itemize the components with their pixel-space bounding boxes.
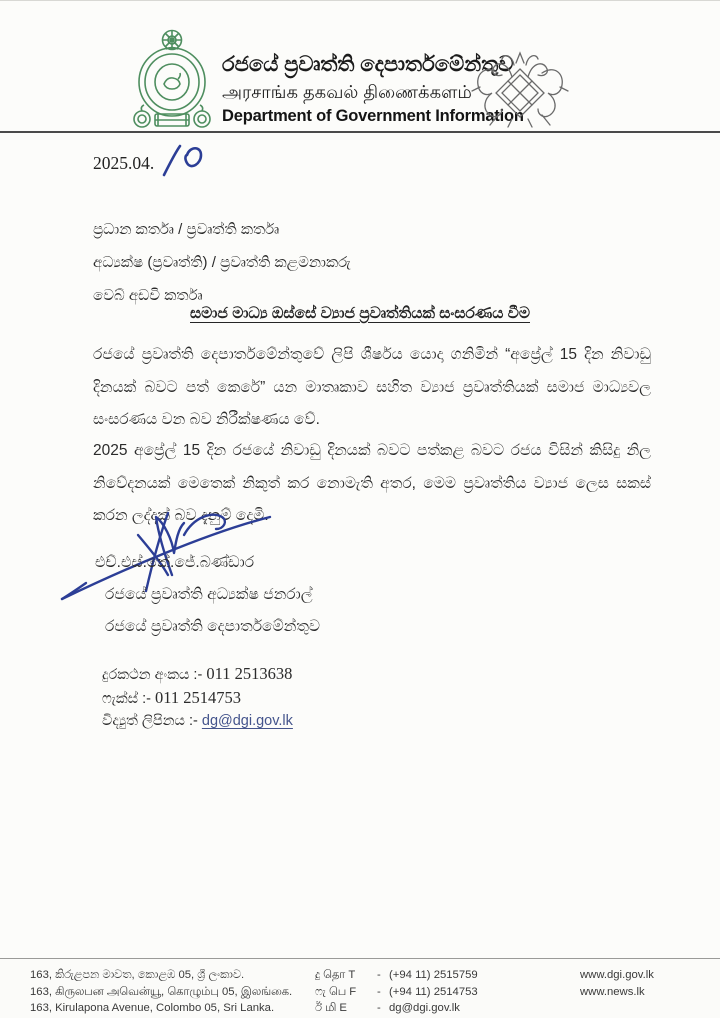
recipient-line: ප්‍රධාන කර්තෘ / ප්‍රවෘත්ති කර්තෘ [93,221,280,238]
letterhead-titles [222,51,524,127]
body-paragraph-2: 2025 අප්‍රේල් 15 දින රජයේ නිවාඩු දිනයක් බවට පත්කළ බවට රජය විසින් කිසිදු නිල නිවේදනයක් මෙතෙක් නිකුත් කර නොමැති අතර, මෙම ප්‍රවෘත්තිය ව්‍යාජ ලෙස සකස් කරන ලද්දක් බව දැනුම් දෙමි. [93,442,651,524]
footer-email-prefix: ඊ மி E [315,1002,347,1014]
footer-websites [575,967,654,1000]
signatory-dept: රජයේ ප්‍රවෘත්ති දෙපාර්තමේන්තුව [105,618,321,635]
footer-fax-prefix: ෆැ பெ F [315,985,357,998]
footer-address [0,967,315,1017]
sri-lanka-national-emblem-icon [128,27,216,133]
subject-line: සමාජ මාධ්‍ය ඔස්සේ ව්‍යාජ ප්‍රවෘත්තියක් සංසරණය වීම [190,305,530,322]
email-line [102,710,293,733]
fax-line [102,687,293,711]
fax-number: 011 2514753 [154,687,241,707]
dash: - [377,1002,381,1014]
body-paragraph-1: රජයේ ප්‍රවෘත්ති දෙපාර්තමේන්තුවේ ලිපි ශීර්ෂය යොදා ගනිමින් “අප්‍රේල් 15 දින නිවාඩු දිනයක් බවට පත් කෙරේ” යන මාතෘකාව සහිත ව්‍යාජ ප්‍රවෘත්තියක් සමාජ මාධ්‍යවල සංසරණය වන බව නිරීක්ෂණය වේ. [93,346,651,428]
footer-email-row [315,1000,575,1017]
footer-phone-prefix: දු தொ T [315,969,356,981]
dash: - [377,985,381,998]
letterhead-footer [0,958,720,1018]
footer-phone-row [315,967,575,984]
footer-website-dgi: www.dgi.gov.lk [580,969,654,981]
recipient-list [93,213,351,312]
dash: - [377,969,381,981]
footer-address-tamil: 163, கிருலபன அவென்யூ, கொழும்பு 05, இலங்கை. [30,985,293,998]
footer-phone-number: (+94 11) 2515759 [389,969,478,981]
contact-block [102,663,293,733]
footer-fax-number: (+94 11) 2514753 [389,985,478,998]
dept-title-tamil: அரசாங்க தகவல் திணைக்களம் [222,82,472,102]
signatory-title: රජයේ ප්‍රවෘත්ති අධ්‍යක්ෂ ජනරාල් [105,586,313,603]
dept-title-english: Department of Government Information [222,107,524,125]
email-link[interactable]: dg@dgi.gov.lk [201,713,293,729]
dept-title-sinhala: රජයේ ප්‍රවෘත්ති දෙපාර්තමේන්තුව [222,53,514,76]
recipient-line: වෙබ් අඩවි කර්තෘ [93,287,203,304]
footer-fax-row [315,984,575,1001]
fax-label: ෆැක්ස් :- [102,690,155,707]
phone-line [102,663,293,687]
footer-address-sinhala: 163, කිරුළපන මාවත, කොළඹ 05, ශ්‍රී ලංකාව. [30,969,245,981]
letter-date-printed: 2025.04. [93,153,155,173]
email-label: විද්‍යුත් ලිපිනය :- [102,713,202,729]
recipient-line: අධ්‍යක්ෂ (ප්‍රවෘත්ති) / ප්‍රවෘත්ති කළමනාකරු [93,254,351,271]
phone-number: 011 2513638 [206,664,293,683]
swan-ornament-icon [468,47,572,131]
header-divider [0,131,720,133]
footer-email-value: dg@dgi.gov.lk [389,1002,460,1014]
footer-contacts [315,967,575,1017]
signatory-name: එච්.එස්.කේ.ජේ.බණ්ඩාර [95,554,255,571]
footer-address-english: 163, Kirulapona Avenue, Colombo 05, Sri Lanka. [30,1002,275,1014]
phone-label: දුරකථන අංකය :- [102,667,207,683]
footer-website-news: www.news.lk [580,985,645,998]
handwritten-date-day [160,143,204,181]
